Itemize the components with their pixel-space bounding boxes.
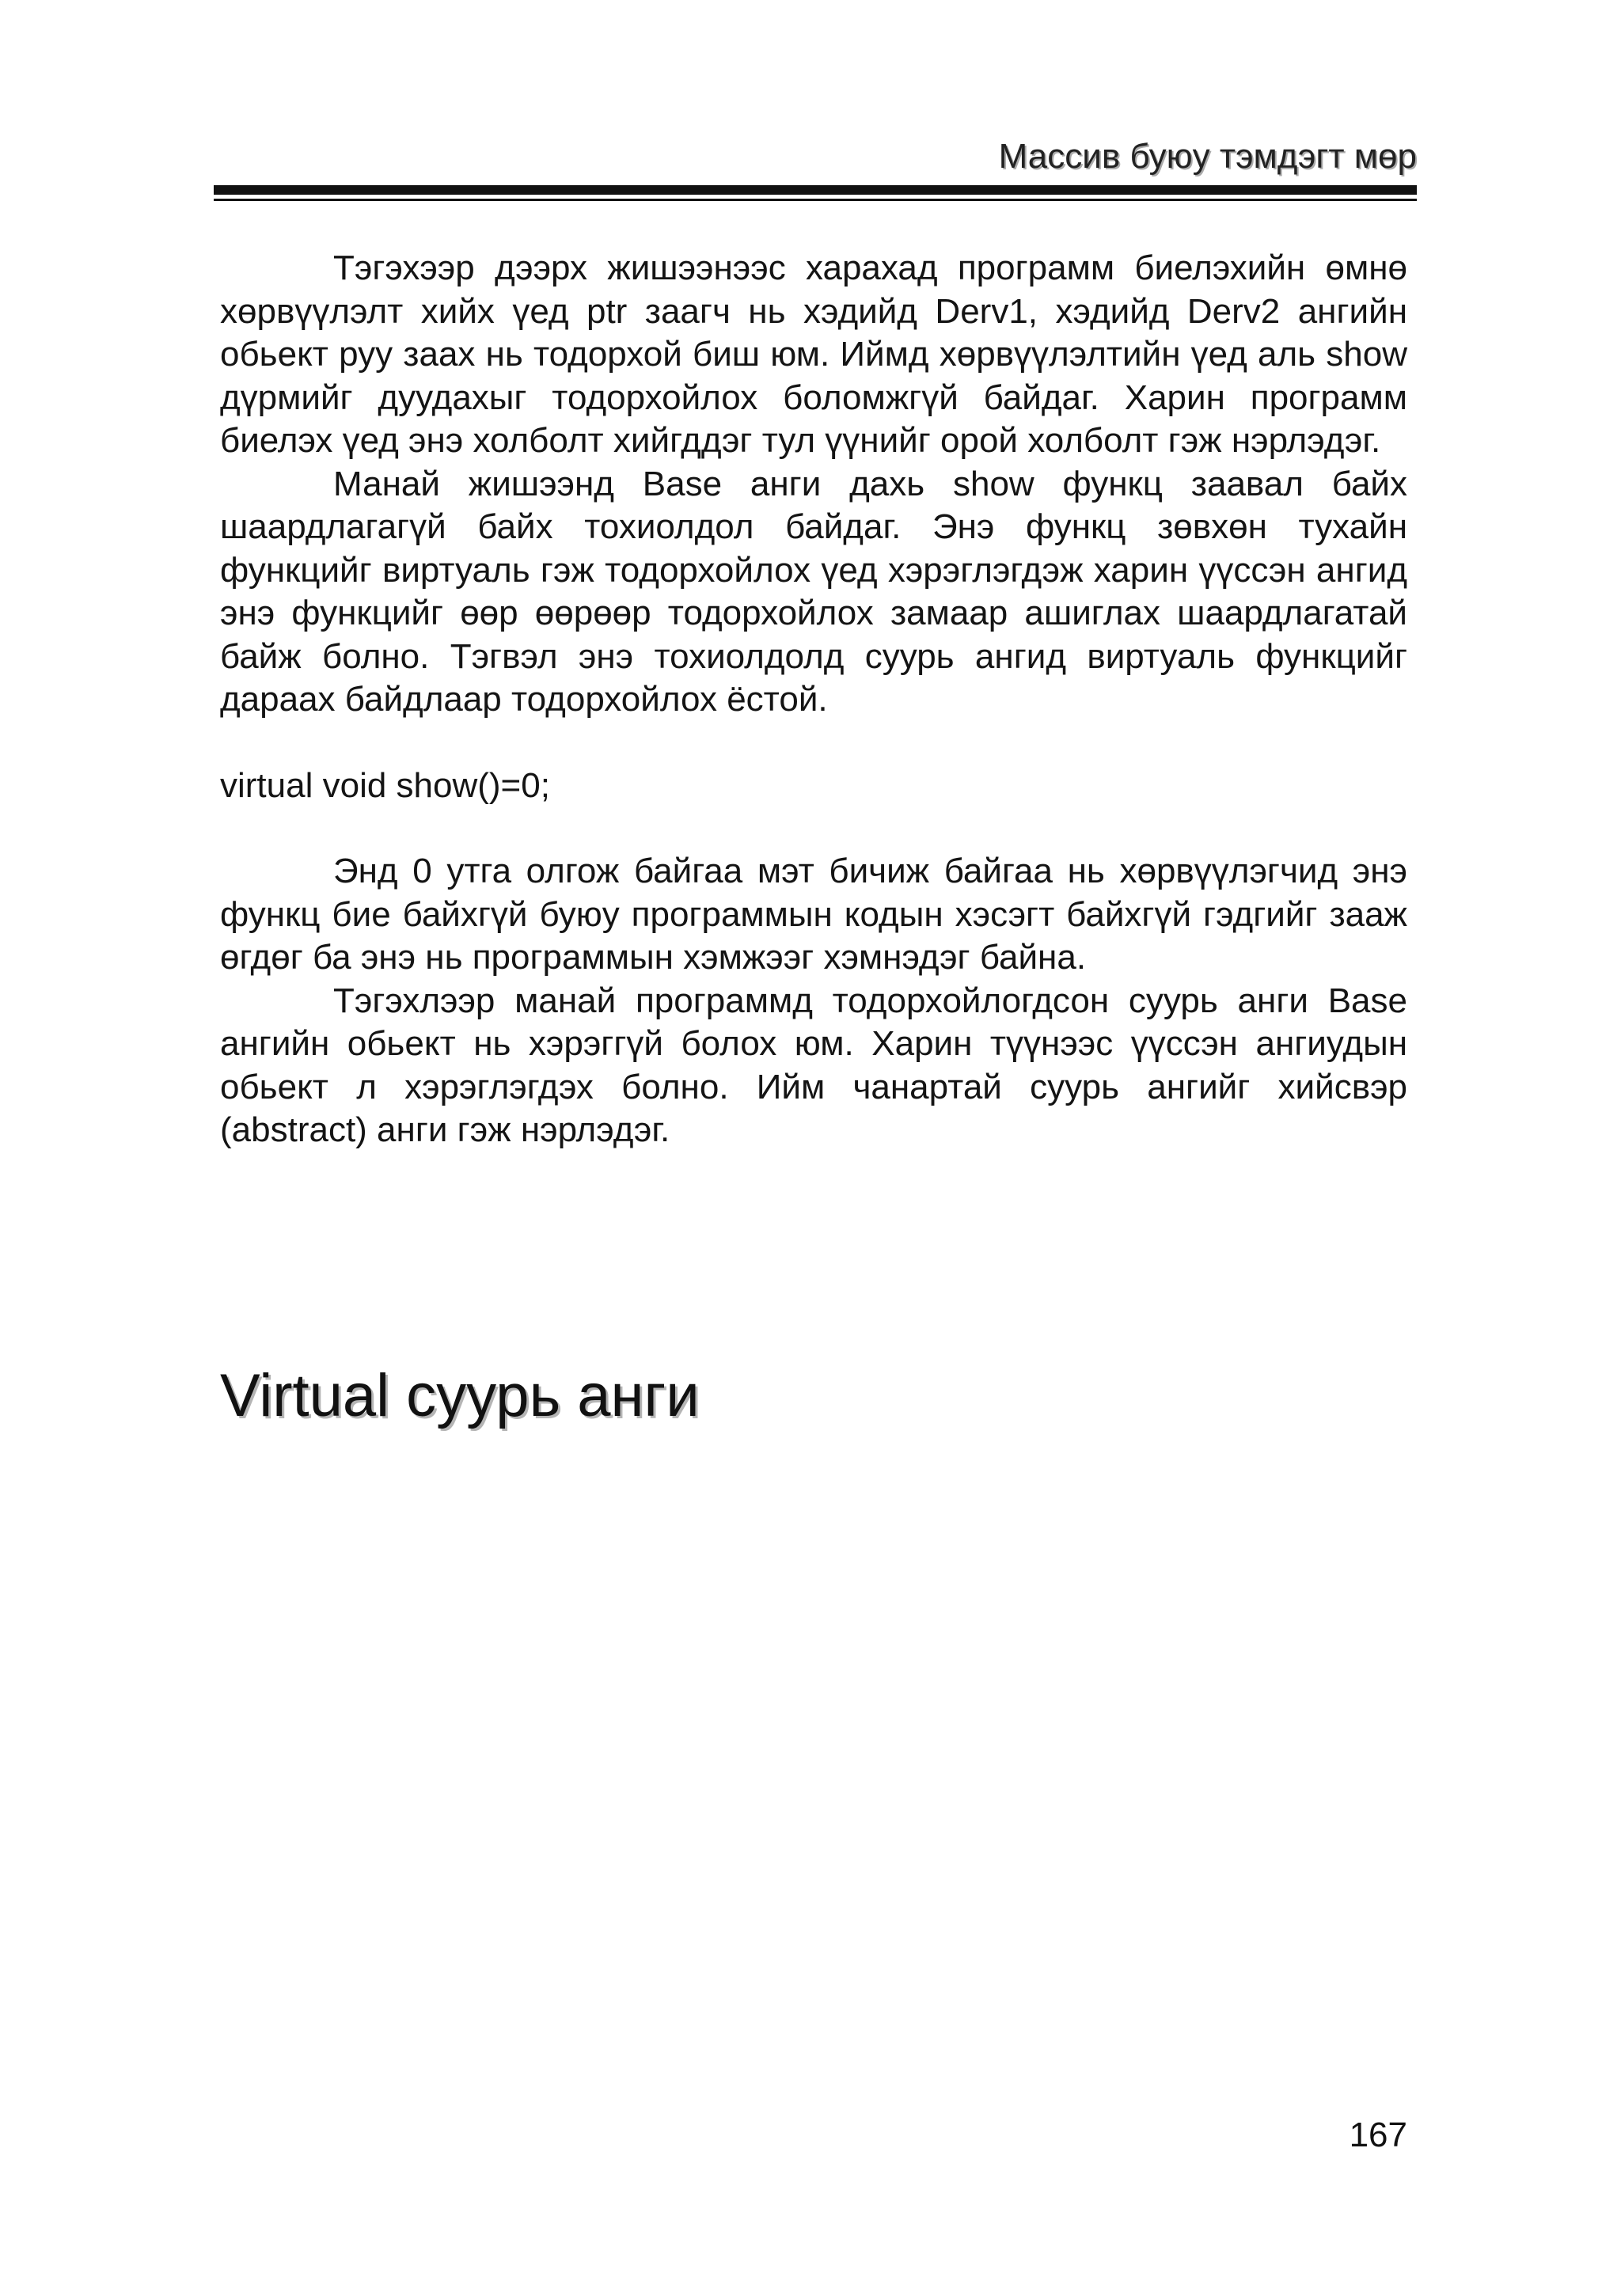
paragraph-4: Тэгэхлээр манай программд тодорхойлогдсон суурь анги Base ангийн обьект нь хэрэггүй болох юм. Харин түүнээс үүссэн ангиудын обьект л хэрэглэгдэх болно. Ийм чанартай суурь ангийг хийсвэр (abstract) анги гэж нэрлэдэг. bbox=[220, 981, 1407, 1149]
body-text bbox=[220, 247, 1407, 1152]
paragraph-2: Манай жишээнд Base анги дахь show функц заавал байх шаардлагагүй байх тохиолдол байдаг. Энэ функц зөвхөн тухайн функцийг виртуаль гэж тодорхойлох үед хэрэглэгдэж харин үүссэн ангид энэ функцийг өөр өөрөөр тодорхойлох замаар ашиглах шаардлагатай байж болно. Тэгвэл энэ тохиолдолд суурь ангид виртуаль функцийг дараах байдлаар тодорхойлох ёстой. bbox=[220, 464, 1407, 719]
paragraph-1: Тэгэхээр дээрх жишээнээс харахад программ биелэхийн өмнө хөрвүүлэлт хийх үед ptr заагч нь хэдийд Derv1, хэдийд Derv2 ангийн обьект руу заах нь тодорхой биш юм. Иймд хөрвүүлэлтийн үед аль show дүрмийг дуудахыг тодорхойлох боломжгүй байдаг. Харин программ биелэх үед энэ холболт хийгддэг тул үүнийг орой холболт гэж нэрлэдэг. bbox=[220, 249, 1407, 460]
paragraph-3: Энд 0 утга олгож байгаа мэт бичиж байгаа нь хөрвүүлэгчид энэ функц бие байхгүй буюу программын кодын хэсэгт байхгүй гэдгийг зааж өгдөг ба энэ нь программын хэмжээг хэмнэдэг байна. bbox=[220, 852, 1407, 977]
header-rule-thin bbox=[214, 199, 1417, 201]
page-number: 167 bbox=[1349, 2116, 1407, 2154]
code-line: virtual void show()=0; bbox=[220, 765, 550, 805]
running-header: Массив буюу тэмдэгт мөр bbox=[998, 137, 1417, 176]
section-heading: Virtual суурь анги bbox=[220, 1362, 700, 1429]
header-rule-thick bbox=[214, 185, 1417, 195]
